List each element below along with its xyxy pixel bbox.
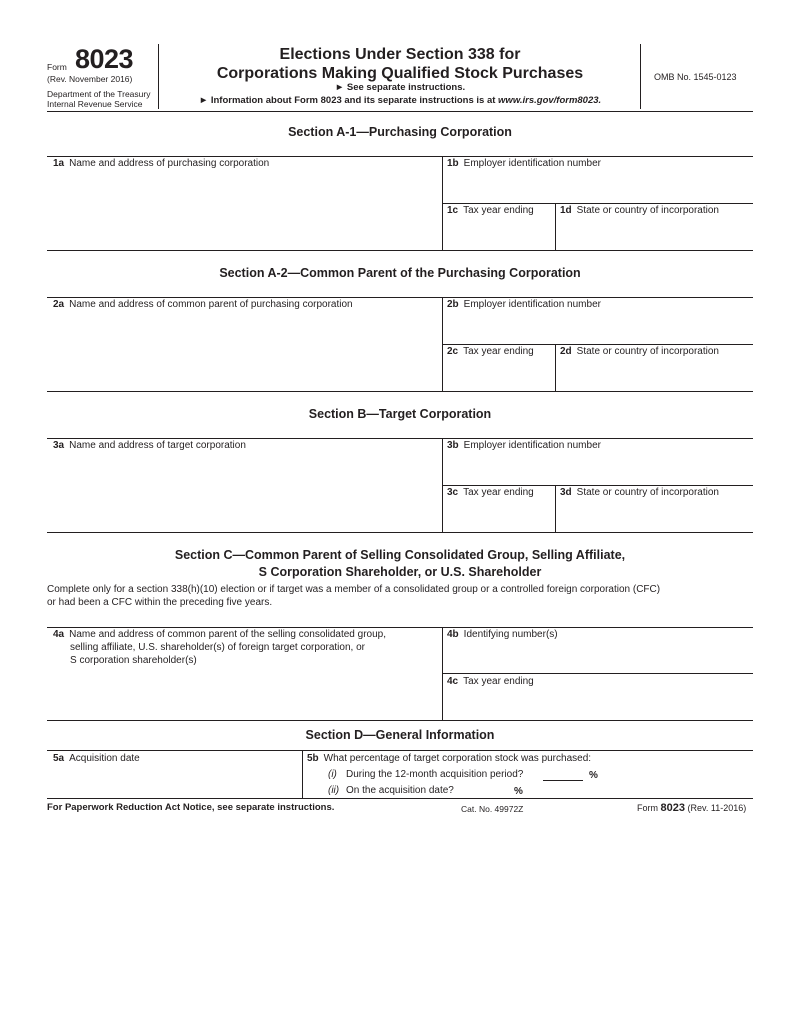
line-5b-ii-number: (ii)	[328, 785, 340, 796]
revision-date: (Rev. November 2016)	[47, 74, 133, 84]
line-1a-label: 1a Name and address of purchasing corporation	[53, 158, 270, 169]
percent-12-month-input[interactable]	[543, 766, 583, 781]
section-b-vdivider-2	[555, 485, 556, 533]
section-a2-bottom-rule	[47, 391, 753, 392]
line-4a-label: 4a Name and address of common parent of the selling consolidated group,	[53, 629, 386, 640]
section-d-top-rule	[47, 750, 753, 751]
common-parent-name-address-input[interactable]	[50, 313, 438, 389]
common-parent-state-input[interactable]	[558, 360, 751, 389]
target-corp-tax-year-input[interactable]	[445, 501, 553, 530]
section-c-bottom-rule	[47, 720, 753, 721]
line-1c-label: 1c Tax year ending	[447, 205, 534, 216]
section-c-vdivider	[442, 627, 443, 721]
line-3b-label: 3b Employer identification number	[447, 440, 601, 451]
line-2a-label: 2a Name and address of common parent of purchasing corporation	[53, 299, 353, 310]
line-3c-label: 3c Tax year ending	[447, 487, 534, 498]
line-3d-label: 3d State or country of incorporation	[560, 487, 719, 498]
line-2d-label: 2d State or country of incorporation	[560, 346, 719, 357]
purchasing-corp-ein-input[interactable]	[445, 172, 751, 201]
line-1b-label: 1b Employer identification number	[447, 158, 601, 169]
section-a1-bottom-rule	[47, 250, 753, 251]
section-c-intro-line1: Complete only for a section 338(h)(10) election or if target was a member of a consolidated group or a controlled foreign corporation (CFC)	[47, 584, 661, 595]
purchasing-corp-tax-year-input[interactable]	[445, 219, 553, 248]
form-title-line2: Corporations Making Qualified Stock Purchases	[216, 65, 584, 82]
line-1d-label: 1d State or country of incorporation	[560, 205, 719, 216]
section-b-title: Section B—Target Corporation	[308, 407, 492, 421]
line-4c-label: 4c Tax year ending	[447, 676, 534, 687]
section-a1-vdivider-2	[555, 203, 556, 251]
common-parent-tax-year-input[interactable]	[445, 360, 553, 389]
line-5b-ii-label: On the acquisition date?	[346, 785, 454, 796]
line-4a-label-cont1: selling affiliate, U.S. shareholder(s) of foreign target corporation, or	[70, 642, 365, 653]
form-word: Form	[47, 62, 67, 72]
section-d-title: Section D—General Information	[305, 728, 495, 742]
purchasing-corp-name-address-input[interactable]	[50, 172, 438, 248]
omb-number: OMB No. 1545-0123	[654, 72, 737, 82]
target-corp-name-address-input[interactable]	[50, 454, 438, 530]
section-c-mid-rule	[442, 673, 753, 674]
form-number: 8023	[75, 44, 134, 74]
target-corp-state-input[interactable]	[558, 501, 751, 530]
common-parent-ein-input[interactable]	[445, 313, 751, 342]
catalog-number: Cat. No. 49972Z	[461, 804, 524, 814]
section-d-vdivider	[302, 750, 303, 798]
section-c-title-line2: S Corporation Shareholder, or U.S. Shareholder	[258, 565, 542, 579]
section-d-bottom-rule	[47, 798, 753, 799]
target-corp-ein-input[interactable]	[445, 454, 751, 483]
section-a2-title: Section A-2—Common Parent of the Purchasing Corporation	[219, 266, 581, 280]
line-5b-i-label: During the 12-month acquisition period?	[346, 769, 524, 780]
header-divider-right	[640, 44, 641, 109]
line-2b-label: 2b Employer identification number	[447, 299, 601, 310]
line-3a-label: 3a Name and address of target corporation	[53, 440, 246, 451]
purchasing-corp-state-input[interactable]	[558, 219, 751, 248]
line-5a-label: 5a Acquisition date	[53, 753, 140, 764]
header-divider-left	[158, 44, 159, 109]
line-5b-label: 5b What percentage of target corporation stock was purchased:	[307, 753, 592, 764]
section-b-bottom-rule	[47, 532, 753, 533]
section-c-title-line1: Section C—Common Parent of Selling Consolidated Group, Selling Affiliate,	[174, 548, 626, 562]
form-title-line1: Elections Under Section 338 for	[279, 46, 521, 63]
selling-group-parent-name-address-input[interactable]	[50, 670, 438, 718]
irs-url-link[interactable]: www.irs.gov/form8023.	[498, 95, 602, 106]
selling-group-tax-year-input[interactable]	[445, 690, 751, 718]
header-bottom-rule	[47, 111, 753, 112]
line-5b-i-number: (i)	[328, 769, 337, 780]
footer-form-id: Form 8023 (Rev. 11-2016)	[637, 802, 747, 814]
see-instructions-text: See separate instructions.	[346, 82, 466, 93]
agency-line: Internal Revenue Service	[47, 99, 143, 109]
arrow-icon: ►	[198, 95, 209, 106]
section-a2-vdivider-2	[555, 344, 556, 392]
paperwork-notice: For Paperwork Reduction Act Notice, see separate instructions.	[47, 802, 335, 813]
arrow-icon: ►	[334, 82, 345, 93]
acquisition-date-input[interactable]	[50, 766, 298, 794]
line-5b-ii-percent: %	[514, 786, 523, 797]
line-5b-i-percent: %	[589, 770, 598, 781]
percent-acquisition-date-input[interactable]	[468, 782, 510, 797]
line-2c-label: 2c Tax year ending	[447, 346, 534, 357]
identifying-numbers-input[interactable]	[445, 643, 751, 671]
section-a1-title: Section A-1—Purchasing Corporation	[288, 125, 512, 139]
line-4b-label: 4b Identifying number(s)	[447, 629, 558, 640]
department-line: Department of the Treasury	[47, 89, 151, 99]
line-4a-label-cont2: S corporation shareholder(s)	[70, 655, 197, 666]
info-text: Information about Form 8023 and its separate instructions is at	[210, 95, 496, 106]
section-c-intro-line2: or had been a CFC within the preceding five years.	[47, 597, 273, 608]
